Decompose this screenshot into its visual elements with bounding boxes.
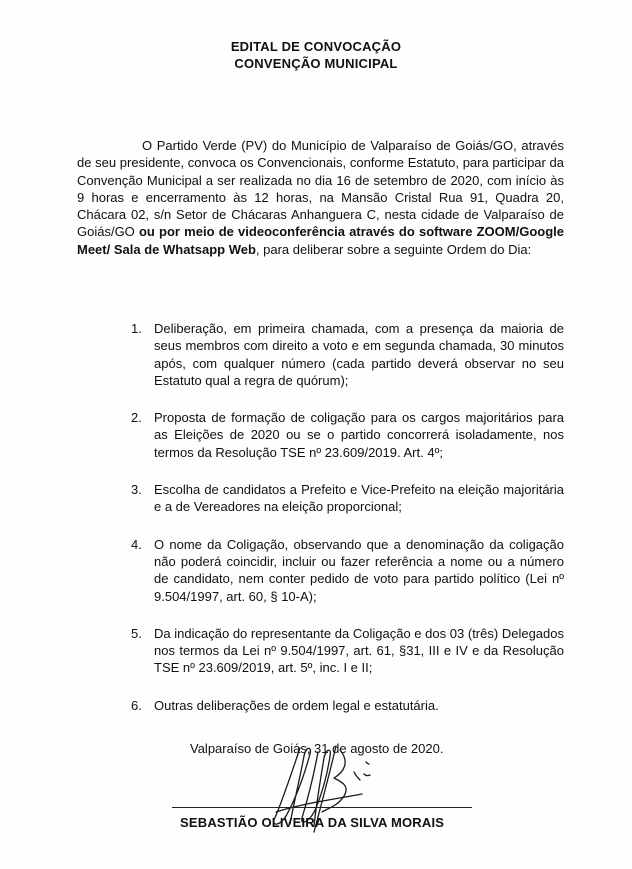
- list-item: [131, 409, 564, 461]
- intro-text: O Partido Verde (PV) do Município de Valparaíso de Goiás/GO, através de seu presidente, convoca os Convencionais, conforme Estatuto, para participar da Convenção Municipal a ser realizada no dia 16 de setembro de 2020, com início às 9 horas e encerramento às 12 horas, na Mansão Cristal Rua 91, Quadra 20, Chácara 02, s/n Setor de Chácaras Anhanguera C, nesta cidade de Valparaíso de Goiás/GO: [77, 138, 564, 240]
- item-number: 1.: [131, 321, 142, 336]
- item-text: Outras deliberações de ordem legal e estatutária.: [154, 697, 439, 713]
- list-item: [131, 536, 564, 605]
- item-text: Proposta de formação de coligação para os cargos majoritários para as Eleições de 2020 ou se o partido concorrerá isoladamente, nos termos da Resolução TSE nº 23.609/2019. Art. 4º;: [154, 410, 564, 460]
- signatory-name: SEBASTIÃO OLIVEIRA DA SILVA MORAIS: [180, 815, 445, 830]
- list-item: [131, 697, 564, 714]
- item-number: 5.: [131, 625, 142, 641]
- item-text: O nome da Coligação, observando que a denominação da coligação não poderá coincidir, incluir ou fazer referência a nome ou a número de candidato, nem conter pedido de voto para partido político (Lei nº 9.504/1997, art. 60, § 10-A);: [154, 536, 564, 604]
- list-item: [131, 625, 564, 677]
- agenda-list: [131, 320, 564, 714]
- date-line: Valparaíso de Goiás, 31 de agosto de 2020.: [190, 741, 444, 756]
- intro-text-bold: ou por meio de videoconferência através do software ZOOM/Google Meet/ Sala de Whatsapp Web: [77, 224, 564, 257]
- item-number: 6.: [131, 697, 142, 713]
- list-item: [131, 481, 564, 516]
- title-line-2: CONVENÇÃO MUNICIPAL: [234, 56, 398, 71]
- item-text: Escolha de candidatos a Prefeito e Vice-Prefeito na eleição majoritária e a de Vereadores na eleição proporcional;: [154, 482, 564, 515]
- item-number: 3.: [131, 482, 142, 498]
- intro-paragraph: [77, 137, 564, 258]
- item-number: 2.: [131, 410, 142, 426]
- item-number: 4.: [131, 536, 142, 552]
- list-item: [131, 320, 564, 389]
- item-text: Deliberação, em primeira chamada, com a presença da maioria de seus membros com direito a voto e em segunda chamada, 30 minutos após, com qualquer número (cada partido deverá observar no seu Estatuto qual a regra de quórum);: [154, 321, 564, 388]
- document-title: [0, 38, 632, 72]
- item-text: Da indicação do representante da Coligação e dos 03 (três) Delegados nos termos da Lei nº 9.504/1997, art. 61, §31, III e IV e da Resolução TSE nº 23.609/2019, art. 5º, inc. I e II;: [154, 625, 564, 676]
- title-line-1: EDITAL DE CONVOCAÇÃO: [230, 39, 402, 54]
- intro-text-end: , para deliberar sobre a seguinte Ordem do Dia:: [255, 241, 532, 257]
- signature-line: [172, 807, 472, 808]
